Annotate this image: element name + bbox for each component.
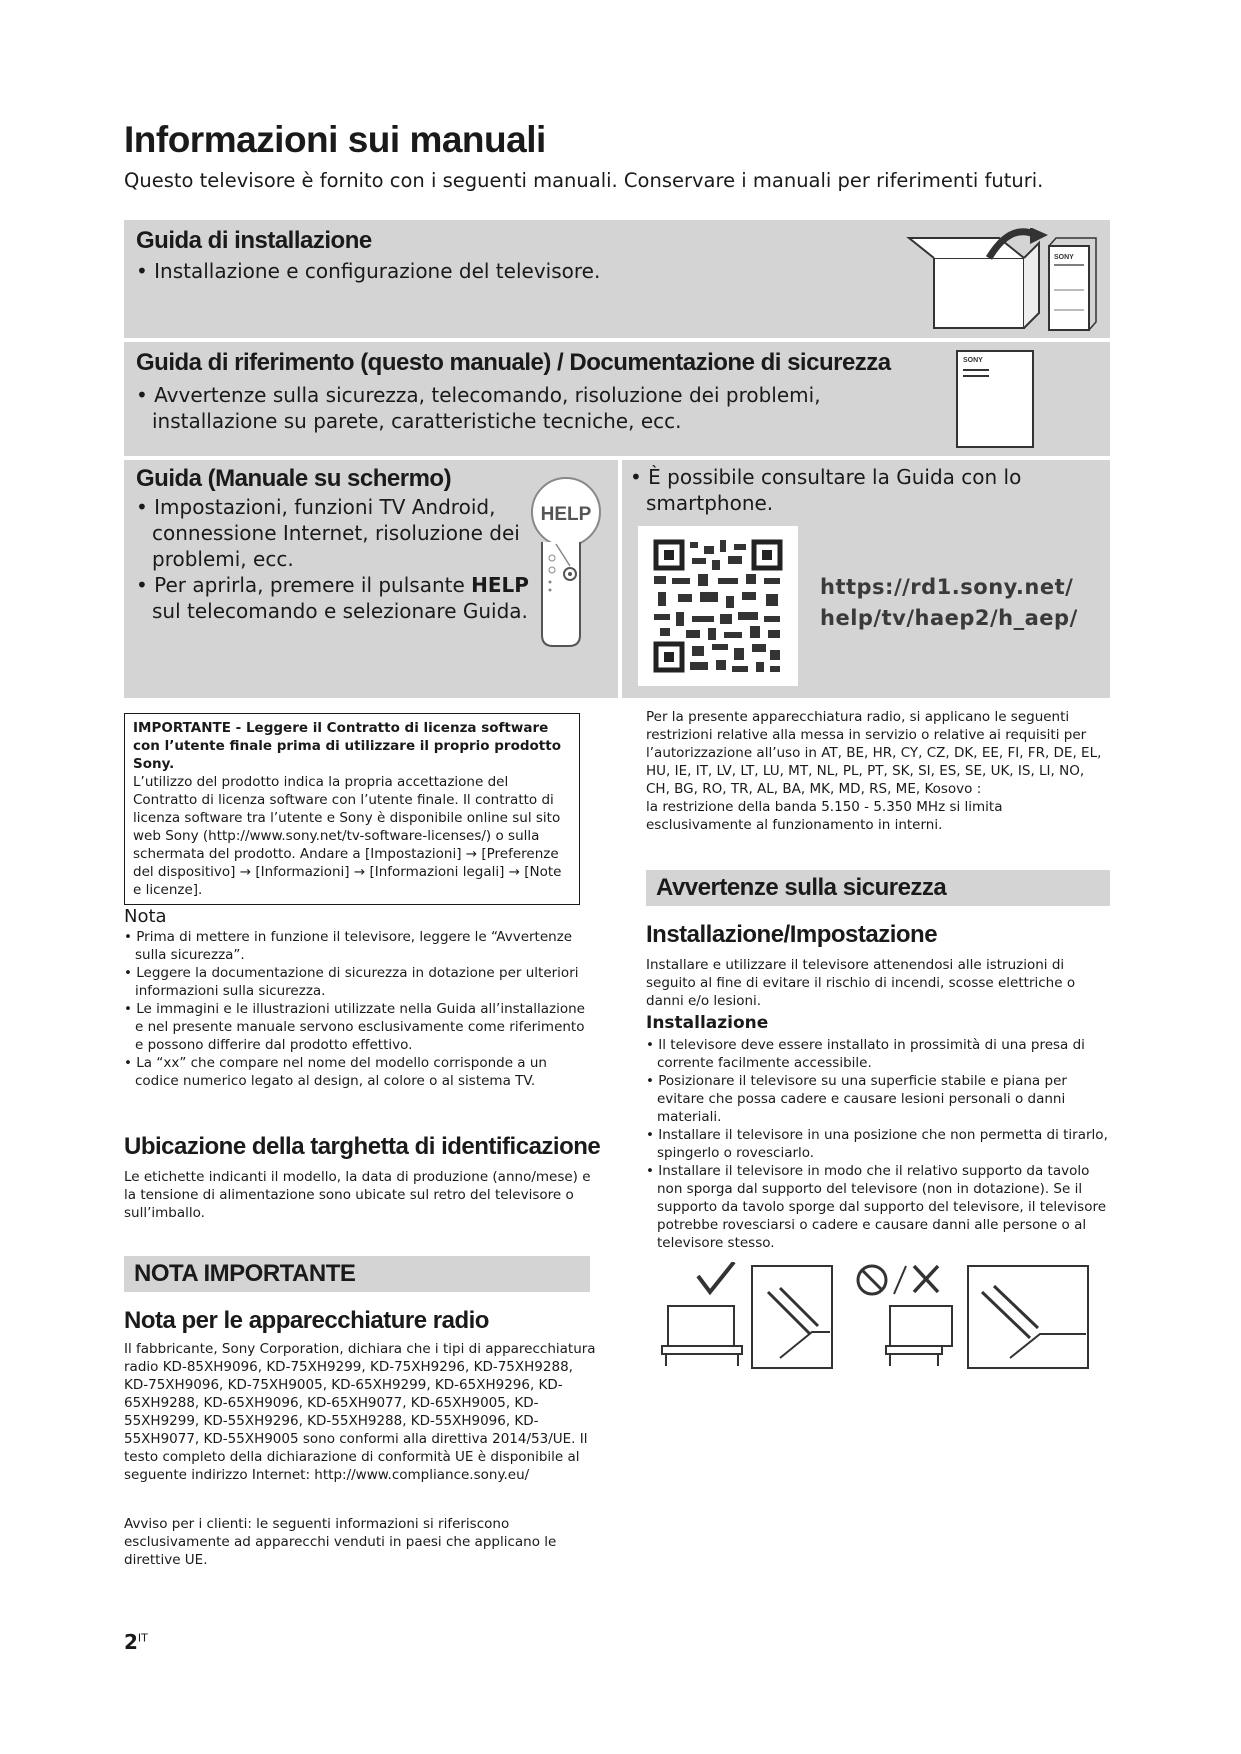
- restrictions-text: Per la presente apparecchiatura radio, si applicano le seguenti restrizioni relative alla messa in servizio o relative ai requisiti per l’autorizzazione all’uso in AT, BE, HR, CY, CZ, DK, EE, FI, FR, DE, EL, HU, IE, IT, LV, LT, LU, MT, NL, PL, PT, SK, SI, ES, SE, UK, IS, LI, NO, CH, BG, RO, TR, AL, BA, MK, MD, RS, ME, Kosovo :: [646, 709, 1102, 797]
- radio-title: Nota per le apparecchiature radio: [124, 1307, 489, 1334]
- prohibited-icon: [858, 1266, 906, 1294]
- list-item: • Le immagini e le illustrazioni utilizzate nella Guida all’installazione e nel presente manuale servono esclusivamente come riferimento e possono differire dal prodotto effettivo.: [124, 1000, 592, 1054]
- remote-help-icon: [524, 470, 614, 650]
- safety-intro: Installare e utilizzare il televisore attenendosi alle istruzioni di seguito al fine di evitare il rischio di incendi, scosse elettriche o danni e/o lesioni.: [646, 957, 1076, 1009]
- help-url-line2[interactable]: help/tv/haep2/h_aep/: [820, 606, 1078, 630]
- page-title: Informazioni sui manuali: [124, 119, 546, 160]
- sony-logo-text: SONY: [1054, 254, 1074, 261]
- qr-code-icon: [638, 526, 798, 686]
- install-guide-title: Guida di installazione: [136, 227, 372, 254]
- page-number: $2^{IT}$: [124, 1630, 148, 1654]
- list-item: • Posizionare il televisore su una superficie stabile e piana per evitare che possa cadere e causare lesioni personali o danni materiali.: [646, 1072, 1112, 1126]
- list-item: • Installazione e configurazione del televisore.: [136, 258, 836, 284]
- nota-list: [124, 928, 592, 1090]
- help-url[interactable]: [820, 572, 1078, 634]
- list-item: • Il televisore deve essere installato in prossimità di una presa di corrente facilmente accessibile.: [646, 1036, 1112, 1072]
- help-guide-box: [124, 460, 618, 698]
- smartphone-list: [630, 464, 1030, 516]
- list-item: • Installare il televisore in modo che il relativo supporto da tavolo non sporga dal supporto del televisore (non in dotazione). Se il supporto da tavolo sporge dal supporto del televisore, il televisore potrebbe rovesciarsi o cadere e causare danni alle persone o al televisore stesso.: [646, 1162, 1112, 1252]
- license-notice-text: L’utilizzo del prodotto indica la propria accettazione del Contratto di licenza software con l’utente finale. Il contratto di licenza software tra l’utente e Sony è disponibile online sul sito web Sony (http://www.sony.net/tv-software-licenses/) o sulla schermata del prodotto. Andare a [Impostazioni] → [Preferenze del dispositivo] → [Informazioni] → [Informazioni legali] → [Note e licenze].: [133, 774, 562, 898]
- safety-subtitle: Installazione/Impostazione: [646, 921, 938, 948]
- reference-guide-title: Guida di riferimento (questo manuale) / Documentazione di sicurezza: [136, 349, 891, 376]
- help-label: HELP: [540, 504, 592, 525]
- radio-text: Il fabbricante, Sony Corporation, dichiara che i tipi di apparecchiatura radio KD-85XH9096, KD-75XH9299, KD-75XH9296, KD-75XH9288, KD-75XH9096, KD-75XH9005, KD-65XH9299, KD-65XH9296, KD-65XH9288, KD-65XH9096, KD-65XH9077, KD-65XH9005, KD-55XH9299, KD-55XH9296, KD-55XH9288, KD-55XH9096, KD-55XH9077, KD-55XH9005 sono conformi alla direttiva 2014/53/UE. Il testo completo della dichiarazione di conformità UE è disponibile al seguente indirizzo Internet: http://www.compliance.sony.eu/: [124, 1341, 596, 1483]
- list-item: • Leggere la documentazione di sicurezza in dotazione per ulteriori informazioni sulla sicurezza.: [124, 964, 592, 1000]
- license-notice: [124, 713, 580, 905]
- list-item: • Impostazioni, funzioni TV Android, connessione Internet, risoluzione dei problemi, ecc.: [136, 494, 532, 572]
- list-item: • La “xx” che compare nel nome del modello corrisponde a un codice numerico legato al design, al colore o al sistema TV.: [124, 1054, 592, 1090]
- help-guide-list: [136, 494, 532, 624]
- box-unpack-icon: [904, 228, 1104, 333]
- radio-avviso: Avviso per i clienti: le seguenti informazioni si riferiscono esclusivamente ad apparecchi venduti in paesi che applicano le direttive UE.: [124, 1516, 557, 1568]
- reference-guide-list: [136, 382, 926, 434]
- qr-code: [638, 526, 798, 686]
- list-item: • Installare il televisore in una posizione che non permetta di tirarlo, spingerlo o rovesciarlo.: [646, 1126, 1112, 1162]
- nota-section: [124, 906, 592, 1090]
- smartphone-guide-box: [622, 460, 1110, 698]
- list-item: • È possibile consultare la Guida con lo smartphone.: [630, 464, 1030, 516]
- restrictions-band: la restrizione della banda 5.150 - 5.350 MHz si limita esclusivamente al funzionamento in interni.: [646, 799, 1003, 833]
- installazione-list: [646, 1036, 1112, 1252]
- cross-mark-icon: [914, 1266, 938, 1292]
- stand-placement-illustration: [660, 1262, 1094, 1386]
- install-guide-list: [136, 258, 836, 284]
- list-item: • Per aprirla, premere il pulsante HELP sul telecomando e selezionare Guida.: [136, 572, 532, 624]
- install-guide-box: [124, 220, 1110, 338]
- ubicazione-title: Ubicazione della targhetta di identificazione: [124, 1133, 601, 1160]
- ubicazione-text: Le etichette indicanti il modello, la data di produzione (anno/mese) e la tensione di alimentazione sono ubicate sul retro del televisore o sull’imballo.: [124, 1169, 591, 1221]
- page-lead: Questo televisore è fornito con i seguenti manuali. Conservare i manuali per riferimenti futuri.: [124, 169, 1044, 192]
- license-notice-title: IMPORTANTE - Leggere il Contratto di licenza software con l’utente finale prima di utilizzare il proprio prodotto Sony.: [133, 720, 561, 772]
- nota-title: Nota: [124, 906, 167, 927]
- list-item: • Prima di mettere in funzione il televisore, leggere le “Avvertenze sulla sicurezza”.: [124, 928, 592, 964]
- safety-header: Avvertenze sulla sicurezza: [646, 870, 1110, 906]
- list-item: • Avvertenze sulla sicurezza, telecomando, risoluzione dei problemi, installazione su parete, caratteristiche tecniche, ecc.: [136, 382, 926, 434]
- help-url-line1[interactable]: https://rd1.sony.net/: [820, 575, 1074, 599]
- check-mark-icon: [698, 1262, 734, 1292]
- reference-guide-box: [124, 342, 1110, 456]
- sony-logo-text: SONY: [963, 357, 983, 364]
- nota-importante-header: NOTA IMPORTANTE: [124, 1256, 590, 1292]
- installazione-title: Installazione: [646, 1013, 769, 1033]
- help-guide-title: Guida (Manuale su schermo): [136, 465, 452, 492]
- manual-booklet-icon: [953, 348, 1037, 450]
